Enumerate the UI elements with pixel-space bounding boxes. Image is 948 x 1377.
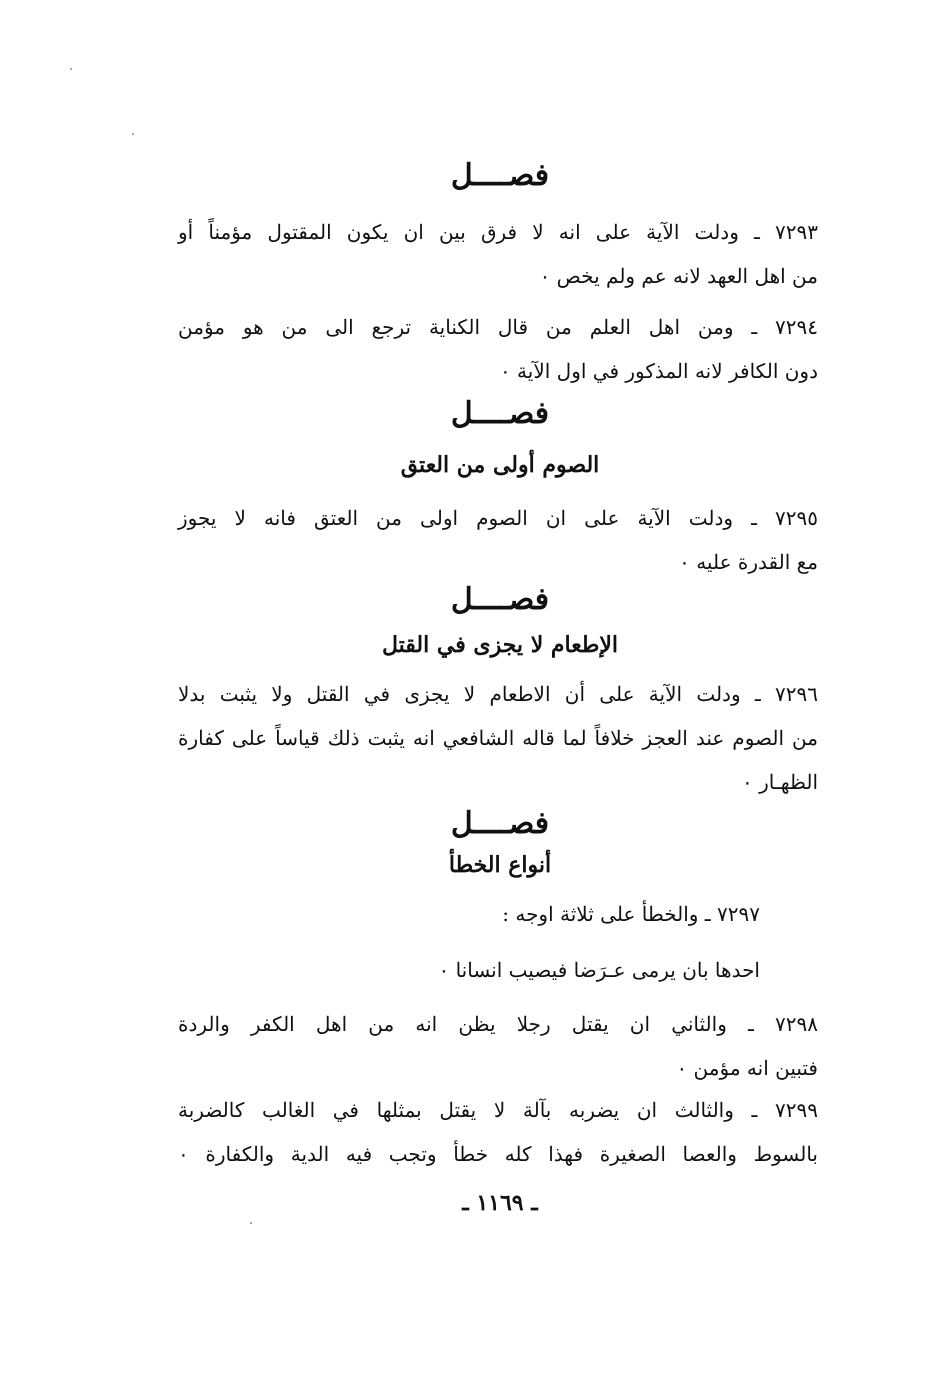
paragraph-7294	[178, 305, 818, 393]
section-subtitle: أنواع الخطأ	[448, 852, 552, 878]
paragraph-line: من اهل العهد لانه عم ولم يخص ٠	[539, 264, 818, 288]
scan-speck	[250, 1222, 252, 1224]
paragraph-line: ٧٢٩٩ ـ والثالث ان يضربه بآلة لا يقتل بمثلها في الغالب كالضربة	[178, 1098, 818, 1122]
section-heading: فصــــل	[450, 806, 550, 841]
paragraph-line: الظهـار ٠	[742, 770, 818, 794]
section-heading: فصــــل	[450, 582, 550, 617]
paragraph-line: بالسوط والعصا الصغيرة فهذا كله خطأ وتجب فيه الدية والكفارة ٠	[178, 1142, 818, 1166]
paragraph-7297	[178, 892, 818, 936]
paragraph-line: ٧٢٩٧ ـ والخطأ على ثلاثة اوجه :	[502, 902, 760, 926]
paragraph-line: ٧٢٩٥ ـ ودلت الآية على ان الصوم اولى من العتق فانه لا يجوز	[178, 506, 818, 530]
paragraph-line: مع القدرة عليه ٠	[679, 550, 818, 574]
scan-speck	[70, 68, 72, 70]
paragraph-line: ٧٢٩٣ ـ ودلت الآية على انه لا فرق بين ان يكون المقتول مؤمناً أو	[178, 220, 818, 244]
paragraph-7299	[178, 1088, 818, 1176]
paragraph-7298	[178, 1002, 818, 1090]
paragraph-line: فتبين انه مؤمن ٠	[676, 1056, 818, 1080]
section-subtitle: الصوم أولى من العتق	[400, 452, 600, 478]
page-number: ـ ١١٦٩ ـ	[462, 1190, 538, 1216]
paragraph-7297-continued	[178, 948, 818, 992]
paragraph-line: احدها بان يرمى عـرَضا فيصيب انسانا ٠	[438, 958, 760, 982]
scan-speck	[132, 133, 134, 135]
paragraph-7295	[178, 496, 818, 584]
paragraph-line: ٧٢٩٤ ـ ومن اهل العلم من قال الكناية ترجع الى من هو مؤمن	[178, 315, 818, 339]
section-heading: فصــــل	[450, 396, 550, 431]
paragraph-7296	[178, 672, 818, 804]
paragraph-line: دون الكافر لانه المذكور في اول الآية ٠	[499, 359, 818, 383]
paragraph-7293	[178, 210, 818, 298]
paragraph-line: ٧٢٩٨ ـ والثاني ان يقتل رجلا يظن انه من اهل الكفر والردة	[178, 1012, 818, 1036]
paragraph-line: من الصوم عند العجز خلافاً لما قاله الشافعي انه يثبت ذلك قياساً على كفارة	[178, 726, 818, 750]
section-heading: فصــــل	[450, 158, 550, 193]
paragraph-line: ٧٢٩٦ ـ ودلت الآية على أن الاطعام لا يجزى في القتل ولا يثبت بدلا	[178, 682, 818, 706]
section-subtitle: الإطعام لا يجزى في القتل	[381, 632, 619, 658]
